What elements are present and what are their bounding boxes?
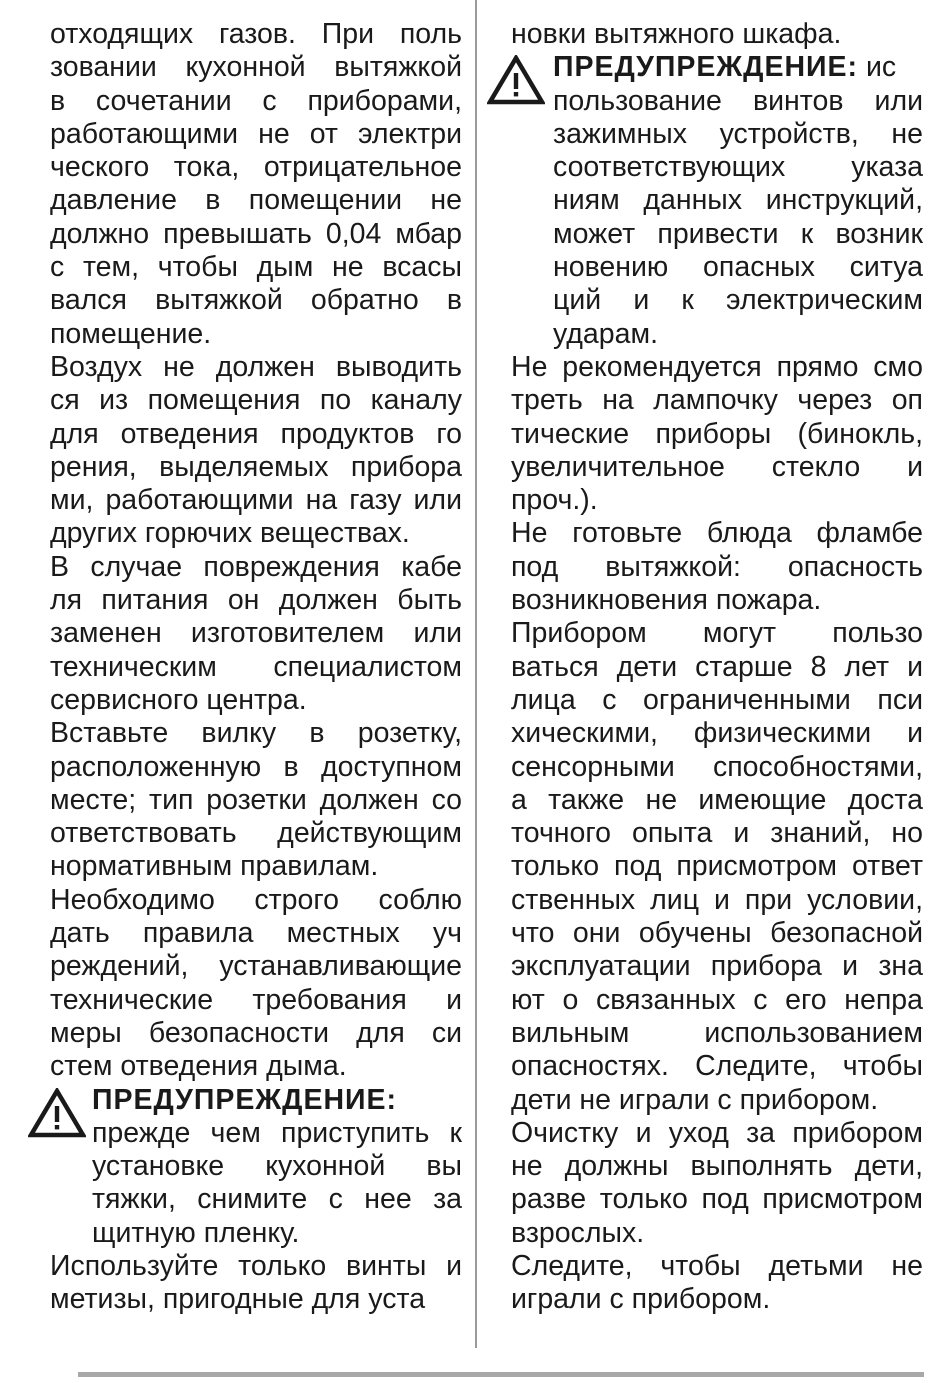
text-line: меры безопасности для си <box>50 1016 462 1049</box>
text-line: может привести к возник <box>553 217 923 250</box>
text-line: эксплуатации прибора и зна <box>511 950 923 983</box>
text-line: хическими, физическими и <box>511 717 923 750</box>
text-line: техническим специалистом <box>50 650 462 683</box>
text-line: метизы, пригодные для уста <box>50 1283 426 1316</box>
warning-triangle-icon <box>487 55 545 105</box>
text-line: соответствующих указа <box>553 151 923 184</box>
text-line: для отведения продуктов го <box>50 417 462 450</box>
left-column <box>50 18 462 1317</box>
text-line: прежде чем приступить к <box>92 1116 462 1149</box>
text-line: стем отведения дыма. <box>50 1050 347 1083</box>
text-line: давление в помещении не <box>50 184 462 217</box>
text-line: возникновения пожара. <box>511 584 822 617</box>
paragraph-exhaust-pressure <box>50 18 462 351</box>
warning-title-tail: ис <box>858 51 897 84</box>
text-line: помещение. <box>50 317 212 350</box>
footer-rule <box>78 1372 924 1377</box>
text-line: зовании кухонной вытяжкой <box>50 51 462 84</box>
text-line: вильным использованием <box>511 1016 923 1049</box>
text-line: Воздух не должен выводить <box>50 350 462 383</box>
warning-title-line <box>553 51 923 84</box>
text-line: играли с прибором. <box>511 1283 771 1316</box>
text-line: Не готовьте блюда фламбе <box>511 517 923 550</box>
text-line: нормативным правилам. <box>50 850 379 883</box>
text-line: разве только под присмотром <box>511 1183 923 1216</box>
text-line: рения, выделяемых прибора <box>50 450 462 483</box>
text-line: ударам. <box>553 317 658 350</box>
text-line: должно превышать 0,04 мбар <box>50 217 462 250</box>
text-line: только под присмотром ответ <box>511 850 923 883</box>
text-line: В случае повреждения кабе <box>50 550 462 583</box>
text-line: ся из помещения по каналу <box>50 384 462 417</box>
text-line: ют о связанных с его непра <box>511 983 923 1016</box>
text-line: Прибором могут пользо <box>511 617 923 650</box>
text-line: работающими не от электри <box>50 117 462 150</box>
text-line: что они обучены безопасной <box>511 917 923 950</box>
text-line: тяжки, снимите с нее за <box>92 1183 462 1216</box>
text-line: опасностях. Следите, чтобы <box>511 1050 923 1083</box>
paragraph-air-outlet <box>50 351 462 551</box>
text-line: установке кухонной вы <box>92 1150 462 1183</box>
text-line: технические требования и <box>50 983 462 1016</box>
text-line: реждений, устанавливающие <box>50 950 462 983</box>
warning-title: ПРЕДУПРЕЖДЕНИЕ: <box>92 1083 398 1116</box>
warning-block-screws <box>511 51 923 351</box>
text-line: сервисного центра. <box>50 683 307 716</box>
text-line: Вставьте вилку в розетку, <box>50 717 462 750</box>
text-line: проч.). <box>511 484 598 517</box>
text-line: точного опыта и знаний, но <box>511 817 923 850</box>
paragraph-screws <box>50 1250 462 1317</box>
text-line: дать правила местных уч <box>50 917 462 950</box>
text-line: ля питания он должен быть <box>50 584 462 617</box>
text-line: ответствовать действующим <box>50 817 462 850</box>
text-line: треть на лампочку через оп <box>511 384 923 417</box>
text-line: ческого тока, отрицательное <box>50 151 462 184</box>
paragraph-children-play <box>511 1250 923 1317</box>
text-line: ций и к электрическим <box>553 284 923 317</box>
warning-triangle-icon <box>28 1088 86 1138</box>
text-line: а также не имеющие доста <box>511 783 923 816</box>
paragraph-optical-devices <box>511 351 923 517</box>
text-line: взрослых. <box>511 1216 645 1249</box>
text-line: с тем, чтобы дым не всасы <box>50 251 462 284</box>
paragraph-flambe <box>511 517 923 617</box>
column-divider <box>475 0 477 1348</box>
text-line: месте; тип розетки должен со <box>50 783 462 816</box>
text-line: ственных лиц и при условии, <box>511 883 923 916</box>
text-line: сенсорными способностями, <box>511 750 923 783</box>
text-line: не должны выполнять дети, <box>511 1150 923 1183</box>
text-line: Используйте только винты и <box>50 1249 462 1282</box>
text-line: щитную пленку. <box>92 1216 300 1249</box>
text-line: в сочетании с приборами, <box>50 84 462 117</box>
text-line: заменен изготовителем или <box>50 617 462 650</box>
text-line: увеличительное стекло и <box>511 450 923 483</box>
right-column <box>511 18 923 1317</box>
text-line: дети не играли с прибором. <box>511 1083 879 1116</box>
text-line: новению опасных ситуа <box>553 251 923 284</box>
warning-block-protective-film <box>50 1084 462 1250</box>
paragraph-power-cable <box>50 551 462 717</box>
text-line: отходящих газов. При поль <box>50 18 462 50</box>
text-line: Не рекомендуется прямо смо <box>511 350 923 383</box>
paragraph-local-rules <box>50 884 462 1084</box>
text-line: под вытяжкой: опасность <box>511 550 923 583</box>
warning-title: ПРЕДУПРЕЖДЕНИЕ: <box>553 51 859 84</box>
paragraph-children-use <box>511 617 923 1116</box>
text-line: Необходимо строго соблю <box>50 883 462 916</box>
text-line: пользование винтов или <box>553 84 923 117</box>
paragraph-cleaning <box>511 1117 923 1250</box>
text-line: тические приборы (бинокль, <box>511 417 923 450</box>
text-line: новки вытяжного шкафа. <box>511 18 842 50</box>
text-line: ми, работающими на газу или <box>50 484 462 517</box>
text-line: вался вытяжкой обратно в <box>50 284 462 317</box>
text-line: других горючих веществах. <box>50 517 410 550</box>
text-line: Следите, чтобы детьми не <box>511 1249 923 1282</box>
text-line: ниям данных инструкций, <box>553 184 923 217</box>
text-line: ваться дети старше 8 лет и <box>511 650 923 683</box>
text-line: лица с ограниченными пси <box>511 683 923 716</box>
text-line: Очистку и уход за прибором <box>511 1116 923 1149</box>
paragraph-screws-continued <box>511 18 923 51</box>
text-line: расположенную в доступном <box>50 750 462 783</box>
text-line: зажимных устройств, не <box>553 117 923 150</box>
paragraph-plug-socket <box>50 717 462 883</box>
